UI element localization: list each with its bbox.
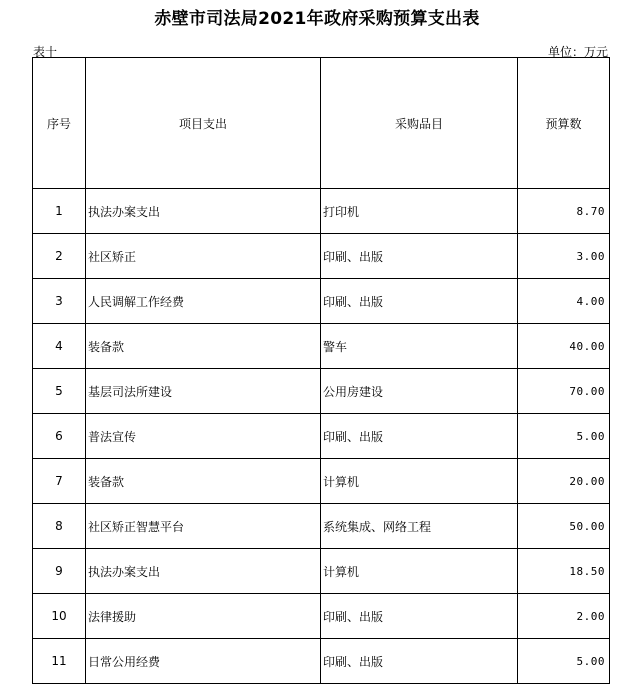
table-row — [33, 594, 610, 639]
row-category: 系统集成、网络工程 — [321, 504, 518, 549]
row-number: 8 — [33, 504, 86, 549]
row-item: 装备款 — [86, 459, 321, 504]
table-row — [33, 549, 610, 594]
row-item: 装备款 — [86, 324, 321, 369]
row-number: 7 — [33, 459, 86, 504]
unit-label: 单位：万元 — [547, 45, 608, 59]
row-item: 执法办案支出 — [86, 549, 321, 594]
table-row — [33, 459, 610, 504]
row-item: 基层司法所建设 — [86, 369, 321, 414]
row-item: 日常公用经费 — [86, 639, 321, 684]
row-category: 印刷、出版 — [321, 279, 518, 324]
row-amount: 40.00 — [518, 324, 610, 369]
row-number: 11 — [33, 639, 86, 684]
table-row — [33, 234, 610, 279]
table-row — [33, 504, 610, 549]
row-category: 计算机 — [321, 459, 518, 504]
row-amount: 18.50 — [518, 549, 610, 594]
row-amount: 20.00 — [518, 459, 610, 504]
header-category: 采购品目 — [321, 58, 518, 189]
row-category: 印刷、出版 — [321, 594, 518, 639]
row-number: 4 — [33, 324, 86, 369]
row-amount: 70.00 — [518, 369, 610, 414]
row-number: 5 — [33, 369, 86, 414]
row-category: 印刷、出版 — [321, 234, 518, 279]
row-number: 6 — [33, 414, 86, 459]
table-row — [33, 369, 610, 414]
row-category: 警车 — [321, 324, 518, 369]
row-amount: 3.00 — [518, 234, 610, 279]
row-category: 印刷、出版 — [321, 414, 518, 459]
header-no: 序号 — [33, 58, 86, 189]
row-category: 公用房建设 — [321, 369, 518, 414]
table-row — [33, 189, 610, 234]
table-row — [33, 279, 610, 324]
header-item: 项目支出 — [86, 58, 321, 189]
row-category: 打印机 — [321, 189, 518, 234]
row-item: 人民调解工作经费 — [86, 279, 321, 324]
table-row — [33, 414, 610, 459]
row-amount: 50.00 — [518, 504, 610, 549]
row-category: 印刷、出版 — [321, 639, 518, 684]
row-amount: 2.00 — [518, 594, 610, 639]
table-label: 表十 — [33, 45, 58, 59]
row-item: 执法办案支出 — [86, 189, 321, 234]
row-amount: 5.00 — [518, 414, 610, 459]
row-amount: 5.00 — [518, 639, 610, 684]
row-item: 社区矫正 — [86, 234, 321, 279]
row-item: 普法宣传 — [86, 414, 321, 459]
row-item: 法律援助 — [86, 594, 321, 639]
table-row — [33, 639, 610, 684]
row-amount: 4.00 — [518, 279, 610, 324]
table-row — [33, 324, 610, 369]
header-row — [33, 58, 610, 189]
row-number: 1 — [33, 189, 86, 234]
page-title: 赤壁市司法局2021年政府采购预算支出表 — [154, 9, 480, 29]
header-amount: 预算数 — [518, 58, 610, 189]
procurement-budget-table — [32, 57, 610, 684]
row-number: 9 — [33, 549, 86, 594]
row-number: 3 — [33, 279, 86, 324]
row-amount: 8.70 — [518, 189, 610, 234]
row-number: 10 — [33, 594, 86, 639]
row-item: 社区矫正智慧平台 — [86, 504, 321, 549]
row-number: 2 — [33, 234, 86, 279]
row-category: 计算机 — [321, 549, 518, 594]
